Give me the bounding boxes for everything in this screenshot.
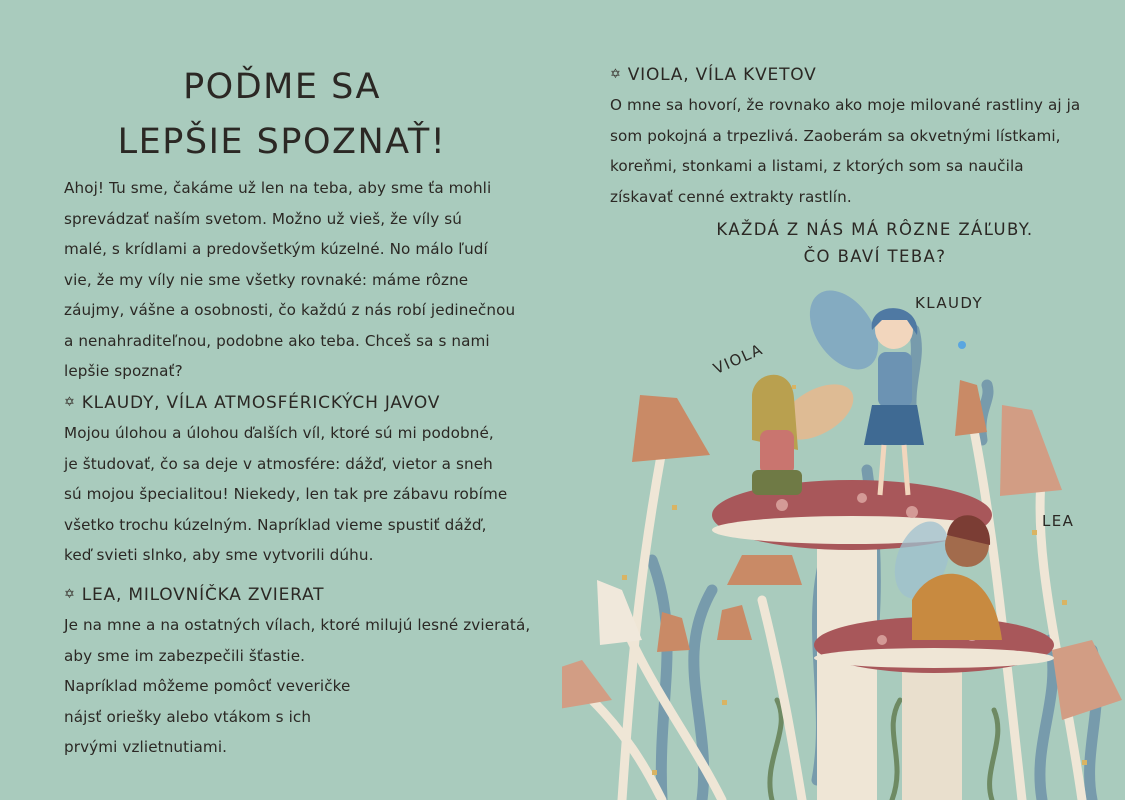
section-klaudy: [64, 388, 534, 571]
section-body: [610, 90, 1100, 212]
text-line: Mojou úlohou a úlohou ďalších víl, ktoré sú mi podobné,: [64, 424, 494, 442]
text-line: malé, s krídlami a predovšetkým kúzelné. No málo ľudí: [64, 240, 488, 258]
section-lea: [64, 580, 534, 763]
question-line: KAŽDÁ Z NÁS MÁ RÔZNE ZÁĽUBY.: [716, 220, 1034, 239]
question-line: ČO BAVÍ TEBA?: [803, 247, 947, 266]
section-body: [64, 418, 534, 571]
section-viola: [610, 60, 1100, 212]
fairy-klaudy: [796, 278, 924, 495]
text-line: Ahoj! Tu sme, čakáme už len na teba, aby sme ťa mohli: [64, 179, 492, 197]
text-line: a nenahraditeľnou, podobne ako teba. Chceš sa s nami: [64, 331, 490, 350]
text-line: keď svieti slnko, aby sme vytvorili dúhu.: [64, 546, 374, 564]
star-icon: ✡: [610, 67, 622, 82]
text-line: koreňmi, stonkami a listami, z ktorých som sa naučila: [610, 157, 1024, 175]
text-line: záujmy, vášne a osobnosti, čo každú z nás robí jedinečnou: [64, 301, 516, 319]
heading-text: VIOLA, VÍLA KVETOV: [627, 65, 817, 85]
section-heading: [64, 580, 534, 610]
star-icon: ✡: [64, 587, 76, 602]
star-icon: ✡: [64, 395, 76, 410]
text-line: som pokojná a trpezlivá. Zaoberám sa okvetnými lístkami,: [610, 126, 1061, 145]
text-line: lepšie spoznať?: [64, 362, 183, 380]
label-lea: LEA: [1042, 512, 1075, 530]
text-line: prvými vzlietnutiami.: [64, 738, 228, 756]
title-line: LEPŠIE SPOZNAŤ!: [117, 122, 447, 162]
section-body: [64, 610, 534, 763]
text-line: Napríklad môžeme pomôcť veveričke: [64, 677, 351, 695]
heading-text: KLAUDY, VÍLA ATMOSFÉRICKÝCH JAVOV: [81, 393, 441, 413]
text-line: O mne sa hovorí, že rovnako ako moje milované rastliny aj ja: [610, 96, 1081, 114]
text-line: sú mojou špecialitou! Niekedy, len tak pre zábavu robíme: [64, 485, 508, 503]
label-viola: VIOLA: [710, 340, 766, 378]
text-line: je študovať, čo sa deje v atmosfére: dážď, vietor a sneh: [64, 454, 493, 473]
text-line: vie, že my víly nie sme všetky rovnaké: máme rôzne: [64, 270, 469, 289]
left-page: [0, 0, 562, 800]
heading-text: LEA, MILOVNÍČKA ZVIERAT: [81, 585, 325, 605]
page-title: [62, 60, 502, 170]
text-line: aby sme im zabezpečili šťastie.: [64, 646, 306, 665]
question-heading: [700, 216, 1050, 270]
section-heading: [64, 388, 534, 418]
fairy-viola: [752, 373, 863, 495]
text-line: získavať cenné extrakty rastlín.: [610, 187, 852, 206]
text-line: všetko trochu kúzelným. Napríklad vieme spustiť dážď,: [64, 515, 487, 534]
section-heading: [610, 60, 1100, 90]
intro-paragraph: [64, 173, 534, 387]
label-klaudy: KLAUDY: [915, 294, 984, 312]
title-line: POĎME SA: [183, 67, 381, 107]
text-line: sprevádzať naším svetom. Možno už vieš, že víly sú: [64, 209, 463, 228]
text-line: Je na mne a na ostatných vílach, ktoré milujú lesné zvieratá,: [64, 616, 531, 634]
text-line: nájsť oriešky alebo vtákom s ich: [64, 707, 312, 726]
